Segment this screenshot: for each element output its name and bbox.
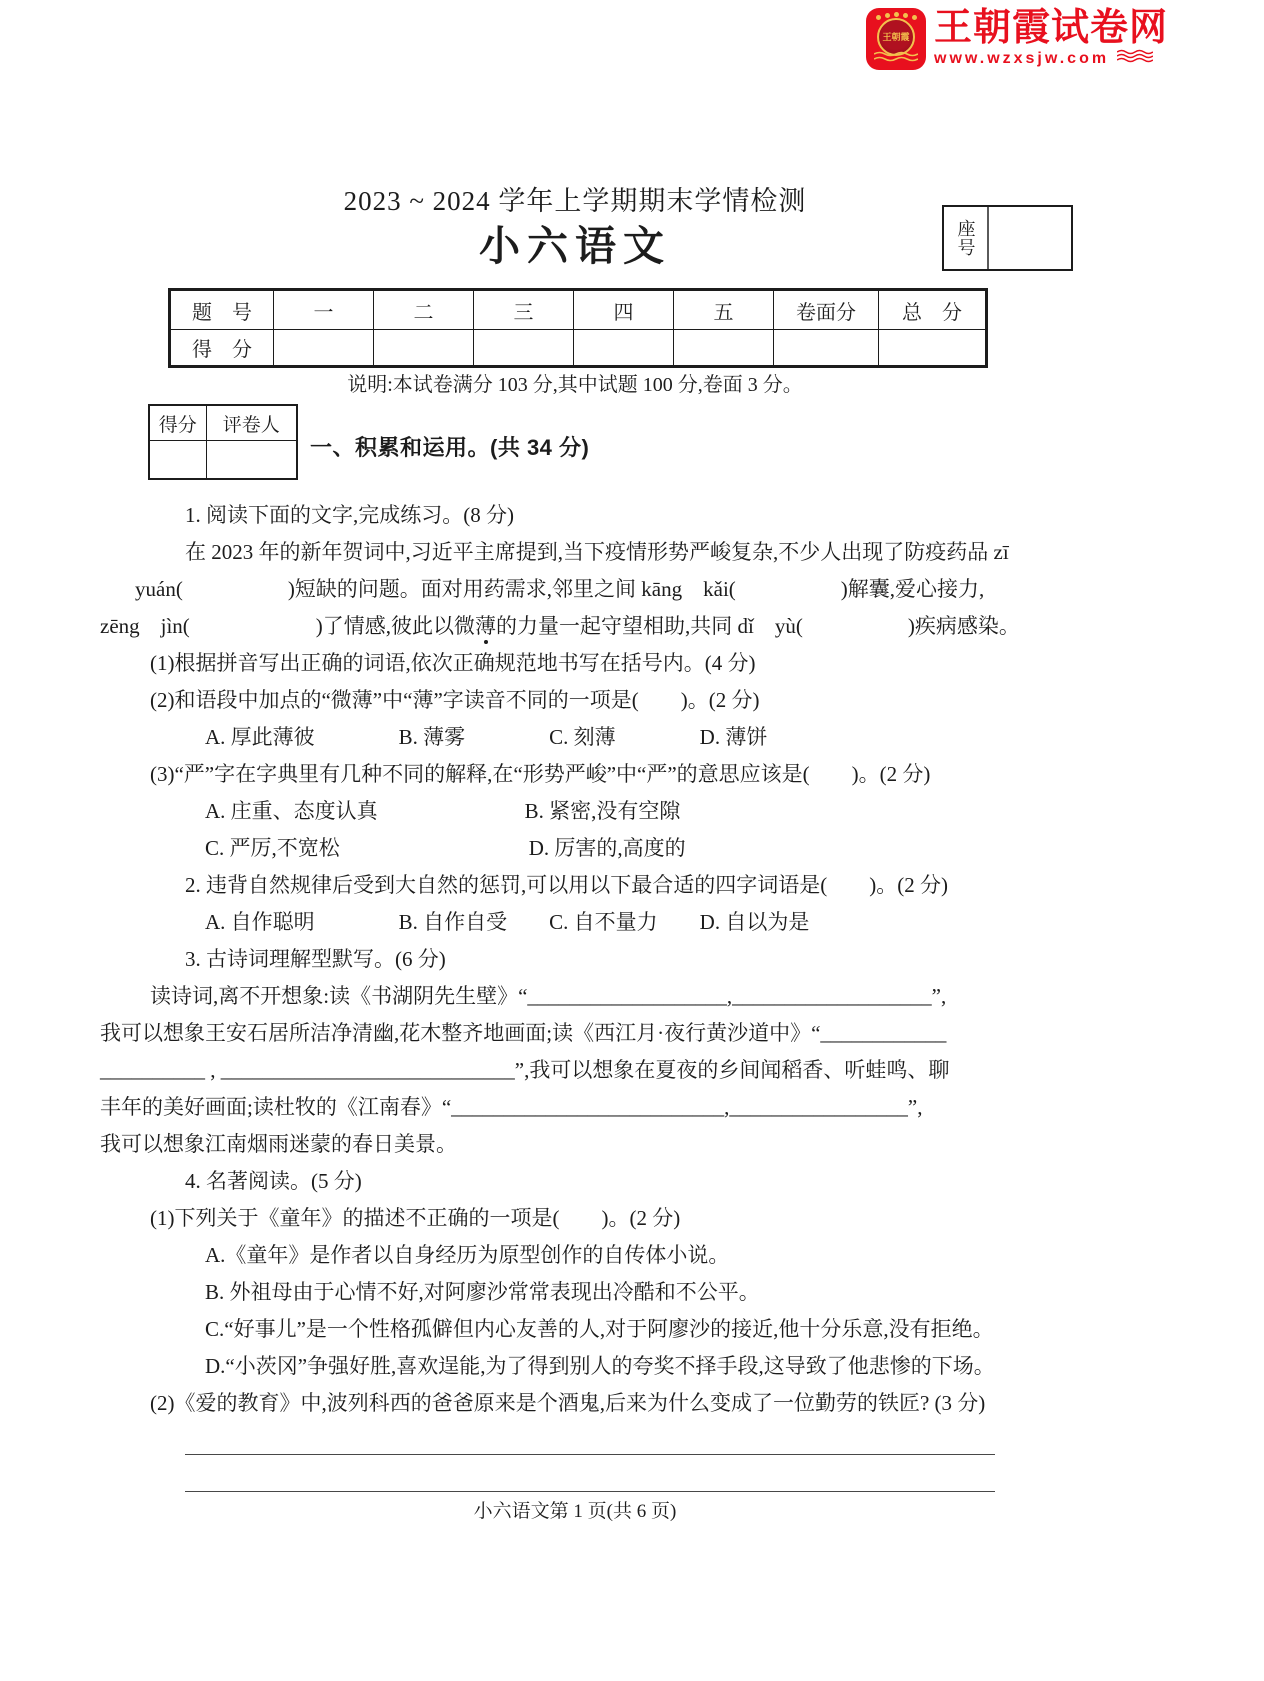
score-header-cell: 四 <box>574 290 674 330</box>
site-logo <box>866 8 1168 70</box>
score-blank-cell <box>774 330 879 367</box>
answer-blank-line <box>185 1422 995 1455</box>
logo-seal-text: 王朝霞 <box>882 31 910 42</box>
logo-app-icon <box>866 8 926 70</box>
q4-sub1-option-b: B. 外祖母由于心情不好,对阿廖沙常常表现出冷酷和不公平。 <box>205 1280 760 1304</box>
score-blank-cell <box>474 330 574 367</box>
score-blank-cell <box>374 330 474 367</box>
seat-label: 座号 <box>955 219 976 257</box>
score-row-label: 得 分 <box>170 330 274 367</box>
logo-title: 王朝霞试卷网 <box>934 7 1169 49</box>
paper-note: 说明:本试卷满分 103 分,其中试题 100 分,卷面 3 分。 <box>347 374 803 396</box>
score-header-cell: 三 <box>474 290 574 330</box>
passage-pre-text: zēng jìn( )了情感,彼此以微 <box>100 614 476 638</box>
q1-sub3: (3)“严”字在字典里有几种不同的解释,在“形势严峻”中“严”的意思应该是( )。(2 分) <box>150 762 931 786</box>
q1-heading: 1. 阅读下面的文字,完成练习。(8 分) <box>185 503 514 527</box>
url-wave-lines-icon <box>1117 49 1153 68</box>
logo-wave-lines-icon <box>874 50 918 68</box>
q3-text-line: 读诗词,离不开想象:读《书湖阴先生壁》“___________________,___________________”, <box>150 984 947 1008</box>
grader-person-label: 评卷人 <box>206 405 297 441</box>
q4-sub1: (1)下列关于《童年》的描述不正确的一项是( )。(2 分) <box>150 1206 681 1230</box>
q2-heading: 2. 违背自然规律后受到大自然的惩罚,可以用以下最合适的四字词语是( )。(2 分) <box>185 873 948 897</box>
grader-score-label: 得分 <box>149 405 206 441</box>
grader-box <box>148 404 298 480</box>
q1-sub3-options-ab: A. 庄重、态度认真 B. 紧密,没有空隙 <box>205 799 681 823</box>
grader-score-blank <box>149 441 206 480</box>
grader-person-blank <box>206 441 297 480</box>
score-header-cell: 题 号 <box>170 290 274 330</box>
score-table <box>168 288 988 368</box>
logo-url: www.wzxsjw.com <box>934 49 1110 67</box>
logo-scallop-decoration <box>894 12 899 17</box>
q2-options: A. 自作聪明 B. 自作自受 C. 自不量力 D. 自以为是 <box>205 910 810 934</box>
question-body <box>100 497 1045 1492</box>
passage-post-text: 的力量一起守望相助,共同 dǐ yù( )疾病感染。 <box>496 614 1020 638</box>
q1-sub3-options-cd: C. 严厉,不宽松 D. 厉害的,高度的 <box>205 836 686 860</box>
answer-blank-line <box>185 1455 995 1492</box>
q4-heading: 4. 名著阅读。(5 分) <box>185 1169 362 1193</box>
section-one-heading: 一、积累和运用。(共 34 分) <box>310 435 590 460</box>
q1-sub1: (1)根据拼音写出正确的词语,依次正确规范地书写在括号内。(4 分) <box>150 651 756 675</box>
q1-passage-line: yuán( )短缺的问题。面对用药需求,邻里之间 kāng kǎi( )解囊,爱心接力, <box>135 577 985 601</box>
q1-sub2: (2)和语段中加点的“微薄”中“薄”字读音不同的一项是( )。(2 分) <box>150 688 760 712</box>
q4-sub2: (2)《爱的教育》中,波列科西的爸爸原来是个酒鬼,后来为什么变成了一位勤劳的铁匠? (3 分) <box>150 1391 986 1415</box>
q3-text-line: 我可以想象江南烟雨迷蒙的春日美景。 <box>100 1132 457 1156</box>
score-header-cell: 五 <box>674 290 774 330</box>
seat-number-box <box>942 205 1073 271</box>
seat-label-cell <box>944 207 989 269</box>
q3-heading: 3. 古诗词理解型默写。(6 分) <box>185 947 446 971</box>
logo-text-block <box>934 8 1168 68</box>
score-table-score-row <box>170 330 987 367</box>
seat-value-cell <box>989 207 1071 269</box>
subject-title: 小六语文 <box>479 223 671 269</box>
q3-text-line: 我可以想象王安石居所洁净清幽,花木整齐地画面;读《西江月·夜行黄沙道中》“____________ <box>100 1021 947 1045</box>
score-blank-cell <box>879 330 987 367</box>
score-blank-cell <box>274 330 374 367</box>
exam-session-title: 2023 ~ 2024 学年上学期期末学情检测 <box>343 186 807 216</box>
q1-sub2-options: A. 厚此薄彼 B. 薄雾 C. 刻薄 D. 薄饼 <box>205 725 768 749</box>
score-blank-cell <box>574 330 674 367</box>
q1-passage-line: 在 2023 年的新年贺词中,习近平主席提到,当下疫情形势严峻复杂,不少人出现了防疫药品 zī <box>185 540 1009 564</box>
score-header-cell: 二 <box>374 290 474 330</box>
score-header-cell: 总 分 <box>879 290 987 330</box>
emphasized-char: 薄 <box>475 614 497 638</box>
q4-sub1-option-c: C.“好事儿”是一个性格孤僻但内心友善的人,对于阿廖沙的接近,他十分乐意,没有拒绝。 <box>205 1317 994 1341</box>
q4-sub1-option-a: A.《童年》是作者以自身经历为原型创作的自传体小说。 <box>205 1243 730 1267</box>
score-header-cell: 一 <box>274 290 374 330</box>
score-table-header-row <box>170 290 987 330</box>
page-footer: 小六语文第 1 页(共 6 页) <box>473 1501 677 1522</box>
score-blank-cell <box>674 330 774 367</box>
q4-sub1-option-d: D.“小茨冈”争强好胜,喜欢逞能,为了得到别人的夸奖不择手段,这导致了他悲惨的下场。 <box>205 1354 995 1378</box>
score-header-cell: 卷面分 <box>774 290 879 330</box>
q3-text-line: __________ , ____________________________”,我可以想象在夏夜的乡间闻稻香、听蛙鸣、聊 <box>100 1058 950 1082</box>
q1-passage-line-emphasized <box>100 608 1045 645</box>
q3-text-line: 丰年的美好画面;读杜牧的《江南春》“__________________________,_________________”, <box>100 1095 923 1119</box>
